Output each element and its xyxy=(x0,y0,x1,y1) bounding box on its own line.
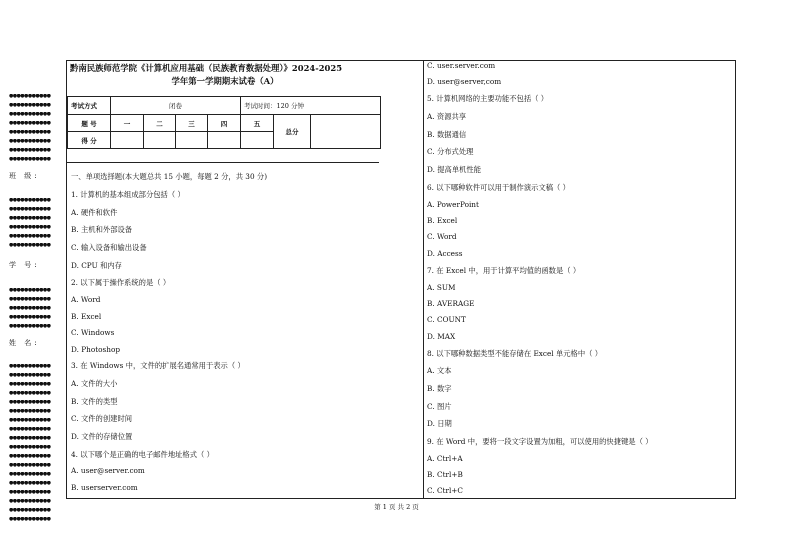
binding-dots: ●●●●●●●●●●● xyxy=(9,216,51,220)
score-cell[interactable] xyxy=(176,132,208,149)
exam-info-table xyxy=(67,96,381,115)
score-table xyxy=(67,114,381,149)
option-text: B. 主机和外部设备 xyxy=(71,225,133,234)
option-text: B. 数据通信 xyxy=(427,130,467,139)
binding-dots: ●●●●●●●●●●● xyxy=(9,315,51,319)
option-text: B. Excel xyxy=(71,312,102,321)
option-text: D. CPU 和内存 xyxy=(71,261,122,270)
question-text: 8. 以下哪种数据类型不能存储在 Excel 单元格中（ ） xyxy=(427,349,603,358)
binding-dots: ●●●●●●●●●●● xyxy=(9,306,51,310)
binding-dots: ●●●●●●●●●●● xyxy=(9,364,51,368)
binding-dots: ●●●●●●●●●●● xyxy=(9,288,51,292)
option-text: C. Windows xyxy=(71,328,115,337)
binding-dots: ●●●●●●●●●●● xyxy=(9,225,51,229)
binding-dots: ●●●●●●●●●●● xyxy=(9,373,51,377)
option-text: A. 文本 xyxy=(427,366,452,375)
binding-dots: ●●●●●●●●●●● xyxy=(9,198,51,202)
exam-method-label: 考试方式 xyxy=(68,97,111,115)
section-two: 二 xyxy=(144,115,176,132)
option-text: D. 文件的存储位置 xyxy=(71,432,133,441)
class-label: 班 级: xyxy=(9,172,40,180)
score-cell[interactable] xyxy=(111,132,144,149)
option-text: B. Excel xyxy=(427,216,458,225)
question-text: 4. 以下哪个是正确的电子邮件地址格式（ ） xyxy=(71,450,214,459)
section-four: 四 xyxy=(208,115,241,132)
name-label: 姓 名: xyxy=(9,339,40,347)
option-text: B. AVERAGE xyxy=(427,299,475,308)
binding-dots: ●●●●●●●●●●● xyxy=(9,382,51,386)
option-text: D. user@server,com xyxy=(427,77,502,86)
option-text: B. Ctrl+B xyxy=(427,470,463,479)
option-text: D. 日期 xyxy=(427,419,452,428)
binding-dots: ●●●●●●●●●●● xyxy=(9,463,51,467)
binding-dots: ●●●●●●●●●●● xyxy=(9,297,51,301)
total-score-label: 总分 xyxy=(274,115,311,149)
binding-dots: ●●●●●●●●●●● xyxy=(9,508,51,512)
binding-dots: ●●●●●●●●●●● xyxy=(9,436,51,440)
binding-dots: ●●●●●●●●●●● xyxy=(9,234,51,238)
option-text: C. 分布式处理 xyxy=(427,147,474,156)
question-text: 5. 计算机网络的主要功能不包括（ ） xyxy=(427,94,549,103)
option-text: D. MAX xyxy=(427,332,456,341)
section-three: 三 xyxy=(176,115,208,132)
question-number-label: 题 号 xyxy=(68,115,111,132)
binding-dots: ●●●●●●●●●●● xyxy=(9,409,51,413)
option-text: C. COUNT xyxy=(427,315,466,324)
binding-dots: ●●●●●●●●●●● xyxy=(9,94,51,98)
binding-dots: ●●●●●●●●●●● xyxy=(9,490,51,494)
binding-dots: ●●●●●●●●●●● xyxy=(9,481,51,485)
binding-dots: ●●●●●●●●●●● xyxy=(9,400,51,404)
option-text: A. Ctrl+A xyxy=(427,454,463,463)
question-text: 6. 以下哪种软件可以用于制作演示文稿（ ） xyxy=(427,183,570,192)
option-text: B. 文件的类型 xyxy=(71,397,118,406)
option-text: D. Photoshop xyxy=(71,345,121,354)
option-text: C. 文件的创建时间 xyxy=(71,414,133,423)
option-text: A. PowerPoint xyxy=(427,200,479,209)
option-text: A. user@server.com xyxy=(71,466,145,475)
binding-dots: ●●●●●●●●●●● xyxy=(9,427,51,431)
binding-dots: ●●●●●●●●●●● xyxy=(9,157,51,161)
option-text: B. 数字 xyxy=(427,384,452,393)
question-text: 3. 在 Windows 中，文件的扩展名通常用于表示（ ） xyxy=(71,361,245,370)
binding-dots: ●●●●●●●●●●● xyxy=(9,418,51,422)
option-text: A. 文件的大小 xyxy=(71,379,118,388)
score-cell[interactable] xyxy=(144,132,176,149)
section-rule xyxy=(67,162,379,163)
option-text: C. Ctrl+C xyxy=(427,486,463,495)
exam-time-label: 考试时间：120 分钟 xyxy=(241,97,381,115)
binding-dots: ●●●●●●●●●●● xyxy=(9,445,51,449)
binding-dots: ●●●●●●●●●●● xyxy=(9,103,51,107)
option-text: A. SUM xyxy=(427,283,456,292)
option-text: C. user.server.com xyxy=(427,61,496,70)
student-id-label: 学 号: xyxy=(9,261,40,269)
option-text: C. Word xyxy=(427,232,457,241)
binding-dots: ●●●●●●●●●●● xyxy=(9,207,51,211)
section-five: 五 xyxy=(241,115,274,132)
question-text: 1. 计算机的基本组成部分包括（ ） xyxy=(71,190,185,199)
exam-method-value: 闭卷 xyxy=(111,97,241,115)
binding-dots: ●●●●●●●●●●● xyxy=(9,499,51,503)
question-text: 2. 以下属于操作系统的是（ ） xyxy=(71,278,171,287)
section-heading: 一、单项选择题(本大题总共 15 小题，每题 2 分，共 30 分) xyxy=(71,172,268,181)
binding-dots: ●●●●●●●●●●● xyxy=(9,139,51,143)
binding-dots: ●●●●●●●●●●● xyxy=(9,112,51,116)
score-cell[interactable] xyxy=(208,132,241,149)
option-text: A. 资源共享 xyxy=(427,112,467,121)
binding-dots: ●●●●●●●●●●● xyxy=(9,324,51,328)
option-text: C. 输入设备和输出设备 xyxy=(71,243,147,252)
binding-dots: ●●●●●●●●●●● xyxy=(9,391,51,395)
option-text: B. userserver.com xyxy=(71,483,138,492)
option-text: D. 提高单机性能 xyxy=(427,165,482,174)
score-cell[interactable] xyxy=(241,132,274,149)
binding-dots: ●●●●●●●●●●● xyxy=(9,130,51,134)
binding-strip xyxy=(9,92,59,528)
binding-dots: ●●●●●●●●●●● xyxy=(9,472,51,476)
option-text: C. 图片 xyxy=(427,402,452,411)
column-divider xyxy=(423,60,424,499)
binding-dots: ●●●●●●●●●●● xyxy=(9,243,51,247)
exam-title: 黔南民族师范学院《计算机应用基础（民族教育数据处理）》2024-2025 xyxy=(70,63,343,73)
option-text: A. 硬件和软件 xyxy=(71,208,118,217)
score-label: 得 分 xyxy=(68,132,111,149)
binding-dots: ●●●●●●●●●●● xyxy=(9,148,51,152)
option-text: D. Access xyxy=(427,249,463,258)
option-text: A. Word xyxy=(71,295,101,304)
exam-subtitle: 学年第一学期期末试卷（A） xyxy=(171,76,279,86)
page-number: 第 1 页 共 2 页 xyxy=(374,503,419,511)
binding-dots: ●●●●●●●●●●● xyxy=(9,121,51,125)
question-text: 9. 在 Word 中，要将一段文字设置为加粗，可以使用的快捷键是（ ） xyxy=(427,437,653,446)
question-text: 7. 在 Excel 中，用于计算平均值的函数是（ ） xyxy=(427,266,581,275)
total-score-cell[interactable] xyxy=(311,115,381,149)
binding-dots: ●●●●●●●●●●● xyxy=(9,454,51,458)
binding-dots: ●●●●●●●●●●● xyxy=(9,517,51,521)
section-one: 一 xyxy=(111,115,144,132)
